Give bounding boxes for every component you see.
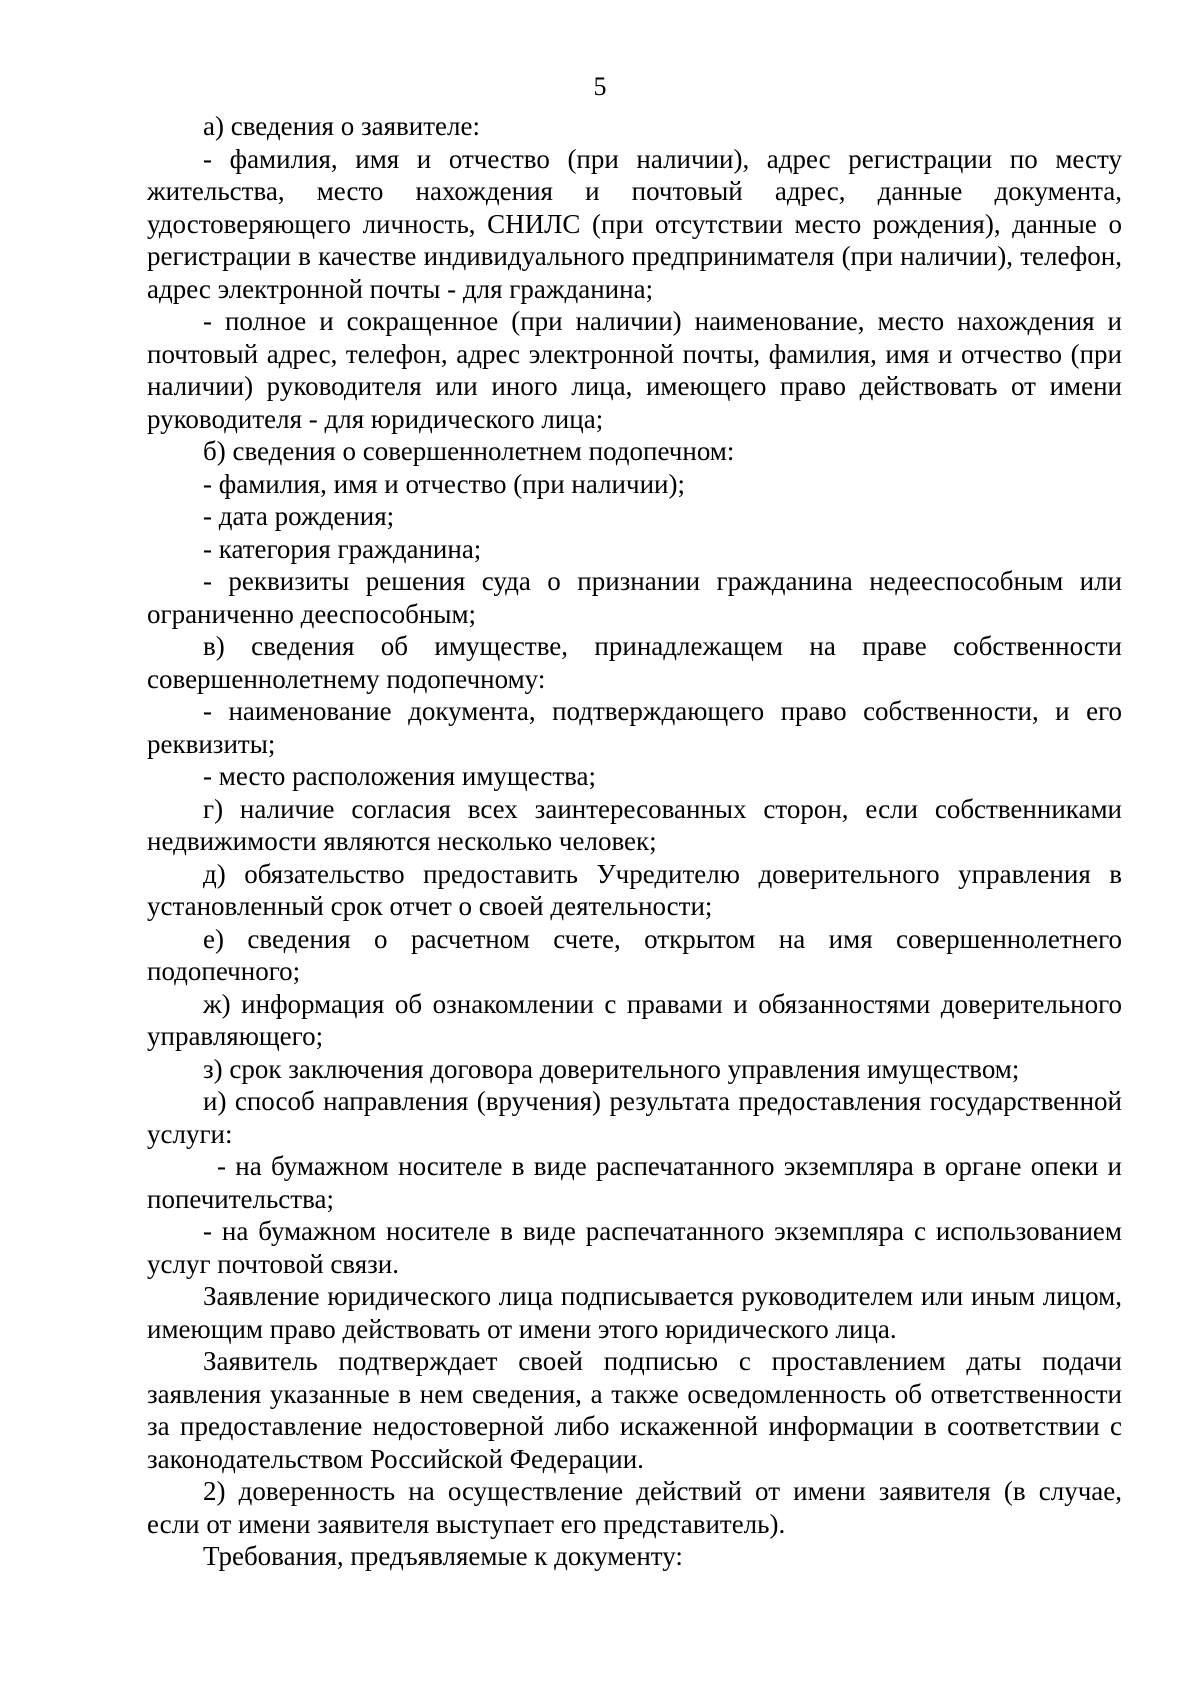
document-body: [147, 110, 1122, 1573]
paragraph-delivery-method: и) способ направления (вручения) результата предоставления государственной услуги:: [147, 1086, 1122, 1149]
paragraph-property-location: - место расположения имущества;: [203, 761, 597, 791]
paragraph-power-of-attorney: 2) доверенность на осуществление действий от имени заявителя (в случае, если от имени заявителя выступает его представитель).: [147, 1476, 1122, 1539]
paragraph-document-requirements: Требования, предъявляемые к документу:: [203, 1541, 683, 1571]
paragraph-birth-date: - дата рождения;: [203, 501, 395, 531]
paragraph-ward-info: б) сведения о совершеннолетнем подопечном:: [203, 436, 735, 466]
paragraph-applicant-info: а) сведения о заявителе:: [203, 111, 480, 141]
paragraph-property-info: в) сведения об имуществе, принадлежащем на праве собственности совершеннолетнему подопечному:: [147, 631, 1122, 694]
paragraph-contract-term: з) срок заключения договора доверительного управления имуществом;: [203, 1053, 1020, 1084]
paragraph-report-obligation: д) обязательство предоставить Учредителю доверительного управления в установленный срок отчет о своей деятельности;: [147, 858, 1122, 921]
paragraph-court-decision: - реквизиты решения суда о признании гражданина недееспособным или ограниченно дееспособным;: [147, 566, 1122, 629]
paragraph-citizen-category: - категория гражданина;: [203, 533, 482, 564]
paragraph-consent: г) наличие согласия всех заинтересованных сторон, если собственниками недвижимости являются несколько человек;: [147, 793, 1122, 856]
paragraph-applicant-confirmation: Заявитель подтверждает своей подписью с проставлением даты подачи заявления указанные в нем сведения, а также осведомленность об ответственности за предоставление недостоверной либо искаженной информации в соответствии с законодательством Российской Федерации.: [147, 1346, 1122, 1474]
paragraph-ownership-document: - наименование документа, подтверждающего право собственности, и его реквизиты;: [147, 696, 1122, 759]
paragraph-rights-acknowledgement: ж) информация об ознакомлении с правами и обязанностями доверительного управляющего;: [147, 988, 1122, 1051]
paragraph-delivery-guardianship: - на бумажном носителе в виде распечатанного экземпляра в органе опеки и попечительства;: [147, 1151, 1122, 1214]
paragraph-legal-entity-details: - полное и сокращенное (при наличии) наименование, место нахождения и почтовый адрес, телефон, адрес электронной почты, фамилия, имя и отчество (при наличии) руководителя или иного лица, имеющего право действовать от имени руководителя - для юридического лица;: [147, 306, 1122, 434]
paragraph-delivery-post: - на бумажном носителе в виде распечатанного экземпляра с использованием услуг почтовой связи.: [147, 1216, 1122, 1279]
paragraph-citizen-details: - фамилия, имя и отчество (при наличии), адрес регистрации по месту жительства, место нахождения и почтовый адрес, данные документа, удостоверяющего личность, СНИЛС (при отсутствии место рождения), данные о регистрации в качестве индивидуального предпринимателя (при наличии), телефон, адрес электронной почты - для гражданина;: [147, 143, 1122, 304]
paragraph-legal-entity-signature: Заявление юридического лица подписывается руководителем или иным лицом, имеющим право действовать от имени этого юридического лица.: [147, 1281, 1122, 1344]
paragraph-bank-account: е) сведения о расчетном счете, открытом на имя совершеннолетнего подопечного;: [147, 923, 1122, 986]
paragraph-ward-name: - фамилия, имя и отчество (при наличии);: [203, 468, 685, 499]
page-number: 5: [593, 72, 607, 101]
